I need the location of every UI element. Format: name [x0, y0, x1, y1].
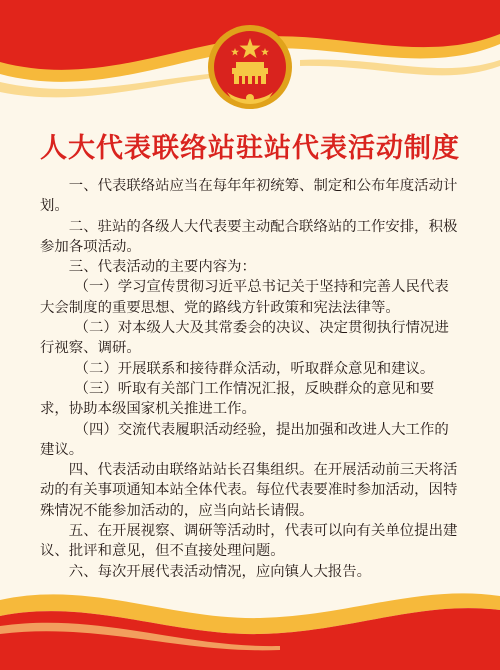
paragraph-1: 一、代表联络站应当在每年年初统筹、制定和公布年度活动计划。	[40, 178, 458, 215]
page-title: 人大代表联络站驻站代表活动制度	[40, 133, 460, 164]
paragraph-6: 六、每次开展代表活动情况，应向镇人大报告。	[68, 563, 372, 580]
regulation-body	[40, 176, 462, 582]
paragraph-3-5: （四）交流代表履职活动经验，提出加强和改进人大工作的建议。	[40, 421, 449, 458]
bottom-ribbon-decoration	[0, 560, 500, 670]
paragraph-3-1: （一）学习宣传贯彻习近平总书记关于坚持和完善人民代表大会制度的重要思想、党的路线方针政策和宪法法律等。	[40, 279, 449, 316]
paragraph-4: 四、代表活动由联络站站长召集组织。在开展活动前三天将活动的有关事项通知本站全体代表。每位代表要准时参加活动，因特殊情况不能参加活动的，应当向站长请假。	[40, 462, 458, 519]
paragraph-3-2: （二）对本级人大及其常委会的决议、决定贯彻执行情况进行视察、调研。	[40, 320, 449, 357]
paragraph-3-4: （三）听取有关部门工作情况汇报，反映群众的意见和要求，协助本级国家机关推进工作。	[40, 380, 435, 418]
paragraph-2: 二、驻站的各级人大代表要主动配合联络站的工作安排，积极参加各项活动。	[40, 218, 458, 255]
national-emblem-icon	[205, 22, 295, 112]
paragraph-3-3: （二）开展联系和接待群众活动，听取群众意见和建议。	[74, 360, 435, 377]
paragraph-5: 五、在开展视察、调研等活动时，代表可以向有关单位提出建议、批评和意见，但不直接处理问题。	[40, 523, 458, 560]
paragraph-3: 三、代表活动的主要内容为：	[68, 259, 256, 276]
